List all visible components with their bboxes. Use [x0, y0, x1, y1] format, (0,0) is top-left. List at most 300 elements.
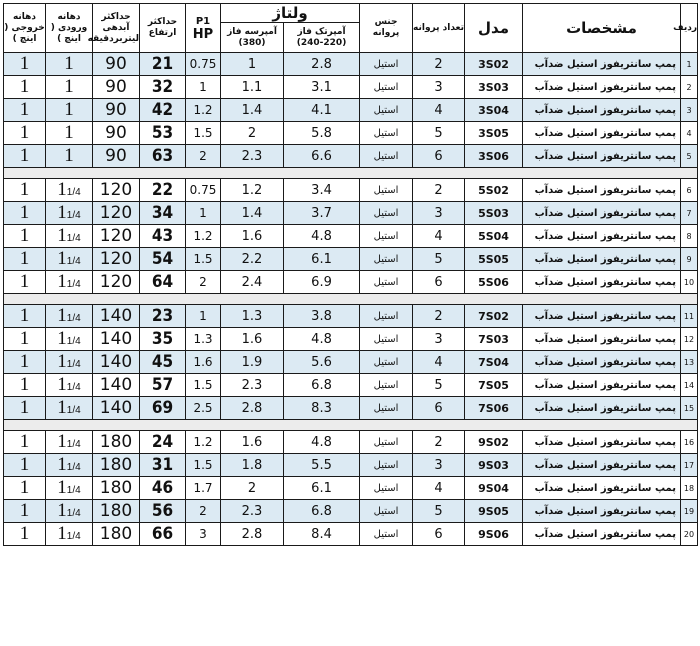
three-phase-amp-cell: 1.4: [221, 99, 284, 122]
table-row: [4, 500, 698, 523]
inlet-fraction: 1/4: [66, 359, 81, 370]
row-number-cell: 16: [681, 431, 698, 454]
three-phase-amp-cell: 1.6: [221, 328, 284, 351]
max-head-cell: 42: [140, 99, 186, 122]
max-head-cell: 22: [140, 179, 186, 202]
max-head-cell: 43: [140, 225, 186, 248]
impellers-cell: 2: [413, 53, 465, 76]
row-number-cell: 10: [681, 271, 698, 294]
inlet-whole: 1: [57, 500, 67, 521]
max-flow-cell: 180: [93, 454, 140, 477]
table-row: [4, 99, 698, 122]
inlet-whole: 1: [64, 76, 74, 97]
header-model: مدل: [465, 4, 523, 53]
group-separator: [4, 294, 698, 305]
inlet-fraction: 1/4: [66, 405, 81, 416]
inlet-cell: [46, 351, 93, 374]
outlet-cell: 1: [4, 145, 46, 168]
max-flow-cell: 180: [93, 523, 140, 546]
impellers-cell: 6: [413, 271, 465, 294]
row-number-cell: 12: [681, 328, 698, 351]
header-row-number: ردیف: [681, 4, 698, 53]
impellers-cell: 4: [413, 477, 465, 500]
max-head-cell: 69: [140, 397, 186, 420]
three-phase-amp-cell: 2: [221, 122, 284, 145]
single-phase-amp-cell: 6.8: [284, 500, 360, 523]
inlet-cell: [46, 122, 93, 145]
inlet-cell: [46, 454, 93, 477]
outlet-cell: 1: [4, 477, 46, 500]
spec-cell: پمپ سانتریفوز استیل ضدآب: [523, 179, 681, 202]
row-number-cell: 5: [681, 145, 698, 168]
max-head-cell: 31: [140, 454, 186, 477]
max-head-cell: 66: [140, 523, 186, 546]
table-row: [4, 397, 698, 420]
row-number-cell: 1: [681, 53, 698, 76]
spec-cell: پمپ سانتریفوز استیل ضدآب: [523, 328, 681, 351]
inlet-whole: 1: [64, 53, 74, 74]
inlet-whole: 1: [64, 122, 74, 143]
inlet-cell: [46, 53, 93, 76]
inlet-cell: [46, 328, 93, 351]
max-head-cell: 57: [140, 374, 186, 397]
material-cell: استیل: [360, 374, 413, 397]
max-flow-cell: 90: [93, 145, 140, 168]
three-phase-amp-cell: 1.4: [221, 202, 284, 225]
inlet-fraction: 1/4: [66, 210, 81, 221]
inlet-whole: 1: [57, 374, 67, 395]
table-row: [4, 179, 698, 202]
material-cell: استیل: [360, 202, 413, 225]
max-head-cell: 21: [140, 53, 186, 76]
inlet-whole: 1: [64, 99, 74, 120]
spec-cell: پمپ سانتریفوز استیل ضدآب: [523, 145, 681, 168]
inlet-cell: [46, 99, 93, 122]
inlet-fraction: 1/4: [66, 233, 81, 244]
single-phase-amp-cell: 3.7: [284, 202, 360, 225]
spec-cell: پمپ سانتریفوز استیل ضدآب: [523, 523, 681, 546]
power-cell: 2: [186, 271, 221, 294]
three-phase-amp-cell: 1.1: [221, 76, 284, 99]
power-cell: 1.5: [186, 374, 221, 397]
row-number-cell: 18: [681, 477, 698, 500]
impellers-cell: 5: [413, 248, 465, 271]
impellers-cell: 6: [413, 523, 465, 546]
outlet-cell: 1: [4, 397, 46, 420]
spec-cell: پمپ سانتریفوز استیل ضدآب: [523, 99, 681, 122]
outlet-cell: 1: [4, 523, 46, 546]
material-cell: استیل: [360, 500, 413, 523]
inlet-fraction: 1/4: [66, 485, 81, 496]
material-cell: استیل: [360, 454, 413, 477]
single-phase-amp-cell: 5.8: [284, 122, 360, 145]
spec-cell: پمپ سانتریفوز استیل ضدآب: [523, 397, 681, 420]
impellers-cell: 6: [413, 397, 465, 420]
table-row: [4, 523, 698, 546]
model-cell: 3S03: [465, 76, 523, 99]
inlet-whole: 1: [57, 454, 67, 475]
row-number-cell: 17: [681, 454, 698, 477]
group-separator-cell: [4, 294, 698, 305]
outlet-cell: 1: [4, 122, 46, 145]
group-separator-cell: [4, 168, 698, 179]
inlet-cell: [46, 225, 93, 248]
material-cell: استیل: [360, 248, 413, 271]
inlet-whole: 1: [57, 202, 67, 223]
header-voltage: ولتاژ: [221, 4, 360, 23]
header-specs: مشخصات: [523, 4, 681, 53]
max-head-cell: 32: [140, 76, 186, 99]
single-phase-amp-cell: 8.3: [284, 397, 360, 420]
header-material: جنس پروانه: [360, 4, 413, 53]
table-row: [4, 305, 698, 328]
row-number-cell: 3: [681, 99, 698, 122]
inlet-cell: [46, 76, 93, 99]
group-separator: [4, 420, 698, 431]
row-number-cell: 9: [681, 248, 698, 271]
inlet-fraction: 1/4: [66, 187, 81, 198]
inlet-cell: [46, 477, 93, 500]
spec-cell: پمپ سانتریفوز استیل ضدآب: [523, 374, 681, 397]
inlet-fraction: 1/4: [66, 382, 81, 393]
single-phase-amp-cell: 3.1: [284, 76, 360, 99]
row-number-cell: 7: [681, 202, 698, 225]
pump-spec-table: [3, 3, 698, 546]
row-number-cell: 19: [681, 500, 698, 523]
inlet-fraction: 1/4: [66, 313, 81, 324]
outlet-cell: 1: [4, 328, 46, 351]
material-cell: استیل: [360, 305, 413, 328]
inlet-whole: 1: [57, 477, 67, 498]
max-head-cell: 45: [140, 351, 186, 374]
inlet-fraction: 1/4: [66, 279, 81, 290]
spec-cell: پمپ سانتریفوز استیل ضدآب: [523, 351, 681, 374]
model-cell: 9S05: [465, 500, 523, 523]
three-phase-amp-cell: 1.2: [221, 179, 284, 202]
group-separator: [4, 168, 698, 179]
inlet-cell: [46, 202, 93, 225]
max-head-cell: 54: [140, 248, 186, 271]
three-phase-amp-cell: 1.9: [221, 351, 284, 374]
material-cell: استیل: [360, 99, 413, 122]
three-phase-amp-cell: 1.8: [221, 454, 284, 477]
inlet-whole: 1: [57, 271, 67, 292]
impellers-cell: 2: [413, 179, 465, 202]
spec-cell: پمپ سانتریفوز استیل ضدآب: [523, 305, 681, 328]
row-number-cell: 4: [681, 122, 698, 145]
model-cell: 9S03: [465, 454, 523, 477]
inlet-whole: 1: [57, 431, 67, 452]
spec-cell: پمپ سانتریفوز استیل ضدآب: [523, 248, 681, 271]
inlet-fraction: 1/4: [66, 256, 81, 267]
inlet-whole: 1: [57, 248, 67, 269]
power-cell: 2: [186, 500, 221, 523]
pump-spec-table-container: [3, 3, 697, 546]
three-phase-amp-cell: 1.6: [221, 225, 284, 248]
model-cell: 7S06: [465, 397, 523, 420]
three-phase-amp-cell: 2.2: [221, 248, 284, 271]
impellers-cell: 4: [413, 99, 465, 122]
max-head-cell: 53: [140, 122, 186, 145]
spec-cell: پمپ سانتریفوز استیل ضدآب: [523, 431, 681, 454]
table-row: [4, 53, 698, 76]
outlet-cell: 1: [4, 76, 46, 99]
header-single-phase: آمپرتک فاز (220-240): [284, 23, 360, 53]
max-flow-cell: 180: [93, 431, 140, 454]
row-number-cell: 13: [681, 351, 698, 374]
row-number-cell: 14: [681, 374, 698, 397]
inlet-cell: [46, 179, 93, 202]
table-row: [4, 271, 698, 294]
outlet-cell: 1: [4, 53, 46, 76]
max-head-cell: 63: [140, 145, 186, 168]
table-row: [4, 328, 698, 351]
max-head-cell: 64: [140, 271, 186, 294]
power-cell: 1: [186, 202, 221, 225]
max-flow-cell: 180: [93, 477, 140, 500]
single-phase-amp-cell: 4.8: [284, 225, 360, 248]
model-cell: 5S04: [465, 225, 523, 248]
spec-cell: پمپ سانتریفوز استیل ضدآب: [523, 202, 681, 225]
impellers-cell: 4: [413, 225, 465, 248]
inlet-whole: 1: [57, 225, 67, 246]
spec-cell: پمپ سانتریفوز استیل ضدآب: [523, 225, 681, 248]
inlet-cell: [46, 397, 93, 420]
table-row: [4, 454, 698, 477]
max-flow-cell: 140: [93, 328, 140, 351]
outlet-cell: 1: [4, 351, 46, 374]
power-cell: 1.5: [186, 122, 221, 145]
impellers-cell: 3: [413, 76, 465, 99]
power-cell: 1: [186, 76, 221, 99]
model-cell: 5S05: [465, 248, 523, 271]
power-cell: 0.75: [186, 179, 221, 202]
material-cell: استیل: [360, 76, 413, 99]
outlet-cell: 1: [4, 179, 46, 202]
three-phase-amp-cell: 2.8: [221, 397, 284, 420]
power-cell: 2.5: [186, 397, 221, 420]
max-flow-cell: 140: [93, 305, 140, 328]
header-max-head: حداکثر ارتفاع: [140, 4, 186, 53]
header-power-hp: HP: [192, 26, 214, 42]
header-power-p1: P1: [195, 15, 211, 27]
spec-cell: پمپ سانتریفوز استیل ضدآب: [523, 500, 681, 523]
table-row: [4, 76, 698, 99]
material-cell: استیل: [360, 179, 413, 202]
impellers-cell: 3: [413, 328, 465, 351]
model-cell: 7S03: [465, 328, 523, 351]
outlet-cell: 1: [4, 500, 46, 523]
material-cell: استیل: [360, 351, 413, 374]
table-row: [4, 248, 698, 271]
single-phase-amp-cell: 5.5: [284, 454, 360, 477]
model-cell: 3S04: [465, 99, 523, 122]
model-cell: 5S03: [465, 202, 523, 225]
three-phase-amp-cell: 2.3: [221, 500, 284, 523]
material-cell: استیل: [360, 477, 413, 500]
row-number-cell: 11: [681, 305, 698, 328]
model-cell: 9S06: [465, 523, 523, 546]
outlet-cell: 1: [4, 431, 46, 454]
impellers-cell: 6: [413, 145, 465, 168]
material-cell: استیل: [360, 122, 413, 145]
table-row: [4, 431, 698, 454]
single-phase-amp-cell: 5.6: [284, 351, 360, 374]
impellers-cell: 3: [413, 454, 465, 477]
material-cell: استیل: [360, 53, 413, 76]
spec-cell: پمپ سانتریفوز استیل ضدآب: [523, 477, 681, 500]
inlet-cell: [46, 523, 93, 546]
inlet-fraction: 1/4: [66, 531, 81, 542]
spec-cell: پمپ سانتریفوز استیل ضدآب: [523, 122, 681, 145]
power-cell: 1.2: [186, 99, 221, 122]
impellers-cell: 5: [413, 374, 465, 397]
max-flow-cell: 120: [93, 271, 140, 294]
impellers-cell: 2: [413, 431, 465, 454]
material-cell: استیل: [360, 328, 413, 351]
three-phase-amp-cell: 2.8: [221, 523, 284, 546]
max-flow-cell: 90: [93, 122, 140, 145]
inlet-cell: [46, 500, 93, 523]
max-head-cell: 56: [140, 500, 186, 523]
model-cell: 7S04: [465, 351, 523, 374]
table-row: [4, 351, 698, 374]
table-row: [4, 145, 698, 168]
inlet-fraction: 1/4: [66, 462, 81, 473]
outlet-cell: 1: [4, 248, 46, 271]
inlet-whole: 1: [57, 351, 67, 372]
inlet-whole: 1: [57, 179, 67, 200]
max-flow-cell: 120: [93, 179, 140, 202]
model-cell: 5S02: [465, 179, 523, 202]
spec-cell: پمپ سانتریفوز استیل ضدآب: [523, 53, 681, 76]
max-flow-cell: 90: [93, 53, 140, 76]
inlet-cell: [46, 248, 93, 271]
power-cell: 1.2: [186, 431, 221, 454]
max-flow-cell: 90: [93, 99, 140, 122]
header-inlet: دهانه ورودی ( اینچ ): [46, 4, 93, 53]
power-cell: 1.3: [186, 328, 221, 351]
inlet-cell: [46, 374, 93, 397]
power-cell: 0.75: [186, 53, 221, 76]
table-row: [4, 374, 698, 397]
header-impellers: تعداد پروانه: [413, 4, 465, 53]
inlet-cell: [46, 431, 93, 454]
three-phase-amp-cell: 1: [221, 53, 284, 76]
model-cell: 7S05: [465, 374, 523, 397]
three-phase-amp-cell: 1.3: [221, 305, 284, 328]
inlet-whole: 1: [57, 305, 67, 326]
three-phase-amp-cell: 2.3: [221, 145, 284, 168]
row-number-cell: 6: [681, 179, 698, 202]
outlet-cell: 1: [4, 202, 46, 225]
single-phase-amp-cell: 4.1: [284, 99, 360, 122]
max-head-cell: 34: [140, 202, 186, 225]
max-head-cell: 46: [140, 477, 186, 500]
power-cell: 1: [186, 305, 221, 328]
model-cell: 3S06: [465, 145, 523, 168]
material-cell: استیل: [360, 271, 413, 294]
table-body: [4, 53, 698, 546]
max-head-cell: 35: [140, 328, 186, 351]
inlet-fraction: 1/4: [66, 336, 81, 347]
power-cell: 2: [186, 145, 221, 168]
header-three-phase: آمپرسه فاز (380): [221, 23, 284, 53]
table-row: [4, 202, 698, 225]
inlet-whole: 1: [57, 328, 67, 349]
power-cell: 1.5: [186, 248, 221, 271]
three-phase-amp-cell: 2.4: [221, 271, 284, 294]
header-outlet: دهانه خروجی ( اینچ ): [4, 4, 46, 53]
header-power: [186, 4, 221, 53]
single-phase-amp-cell: 3.8: [284, 305, 360, 328]
outlet-cell: 1: [4, 305, 46, 328]
material-cell: استیل: [360, 225, 413, 248]
model-cell: 7S02: [465, 305, 523, 328]
single-phase-amp-cell: 4.8: [284, 431, 360, 454]
single-phase-amp-cell: 4.8: [284, 328, 360, 351]
single-phase-amp-cell: 8.4: [284, 523, 360, 546]
table-row: [4, 225, 698, 248]
max-flow-cell: 180: [93, 500, 140, 523]
inlet-fraction: 1/4: [66, 508, 81, 519]
row-number-cell: 15: [681, 397, 698, 420]
max-flow-cell: 120: [93, 248, 140, 271]
row-number-cell: 8: [681, 225, 698, 248]
max-head-cell: 23: [140, 305, 186, 328]
single-phase-amp-cell: 6.1: [284, 477, 360, 500]
model-cell: 5S06: [465, 271, 523, 294]
three-phase-amp-cell: 2.3: [221, 374, 284, 397]
single-phase-amp-cell: 2.8: [284, 53, 360, 76]
single-phase-amp-cell: 6.6: [284, 145, 360, 168]
material-cell: استیل: [360, 145, 413, 168]
inlet-whole: 1: [64, 145, 74, 166]
impellers-cell: 3: [413, 202, 465, 225]
single-phase-amp-cell: 6.1: [284, 248, 360, 271]
inlet-cell: [46, 271, 93, 294]
spec-cell: پمپ سانتریفوز استیل ضدآب: [523, 76, 681, 99]
max-flow-cell: 120: [93, 225, 140, 248]
outlet-cell: 1: [4, 374, 46, 397]
power-cell: 1.5: [186, 454, 221, 477]
spec-cell: پمپ سانتریفوز استیل ضدآب: [523, 271, 681, 294]
model-cell: 3S05: [465, 122, 523, 145]
impellers-cell: 5: [413, 500, 465, 523]
header-max-flow: حداکثر آبدهی لیتربردقیقه: [93, 4, 140, 53]
table-row: [4, 477, 698, 500]
power-cell: 1.2: [186, 225, 221, 248]
material-cell: استیل: [360, 397, 413, 420]
inlet-cell: [46, 305, 93, 328]
max-head-cell: 24: [140, 431, 186, 454]
max-flow-cell: 90: [93, 76, 140, 99]
impellers-cell: 2: [413, 305, 465, 328]
three-phase-amp-cell: 2: [221, 477, 284, 500]
three-phase-amp-cell: 1.6: [221, 431, 284, 454]
single-phase-amp-cell: 6.9: [284, 271, 360, 294]
outlet-cell: 1: [4, 271, 46, 294]
inlet-fraction: 1/4: [66, 439, 81, 450]
outlet-cell: 1: [4, 99, 46, 122]
model-cell: 3S02: [465, 53, 523, 76]
inlet-whole: 1: [57, 523, 67, 544]
row-number-cell: 2: [681, 76, 698, 99]
outlet-cell: 1: [4, 225, 46, 248]
impellers-cell: 5: [413, 122, 465, 145]
inlet-cell: [46, 145, 93, 168]
spec-cell: پمپ سانتریفوز استیل ضدآب: [523, 454, 681, 477]
